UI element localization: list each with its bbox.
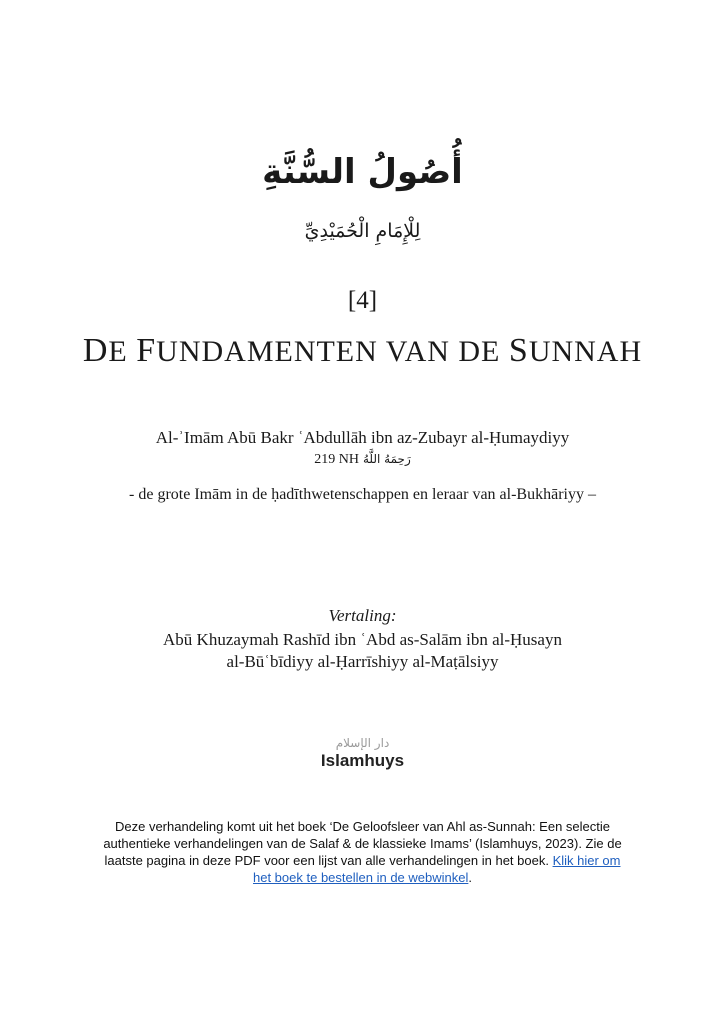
footer-text: Deze verhandeling komt uit het boek ‘De Geloofsleer van Ahl as-Sunnah: Een selectie authentieke verhandelingen van de Salaf & de klassieke Imams’ (Islamhuys, 2023). Zie de laatste pagina in deze PDF voor een lijst van alle verhandelingen in het boek. [103,819,622,868]
title-rest-undamenten: UNDAMENTEN [156,335,378,368]
publisher-logo-arabic: دار الإسلام [335,736,390,750]
author-year-line [0,452,725,468]
volume-number: [4] [347,287,378,314]
title-rest-unnah: UNNAH [528,335,643,368]
translator-line-2: al-Būʿbīdiyy al-Ḥarrīshiyy al-Maṭālsiyy [226,652,499,671]
honorific-arabic: رَحِمَهُ اللَّهُ [362,452,411,466]
arabic-subtitle: لِلْإِمَامِ الْحُمَيْدِيِّ [304,220,421,242]
author-epithet: - de grote Imām in de ḥadīthwetenschappen en leraar van al-Bukhāriyy – [129,486,596,503]
title-middle: VAN DE [385,335,501,368]
author-name: Al-ʾImām Abū Bakr ʿAbdullāh ibn az-Zubayr al-Ḥumaydiyy [155,428,570,447]
shop-link[interactable]: Klik hier om het boek te bestellen in de webwinkel [253,853,621,885]
title-initial-s: S [508,332,529,369]
translation-label: Vertaling: [328,606,397,625]
title-rest-e: E [108,335,128,368]
arabic-title: أُصُولُ السُّنَّةِ [262,152,463,192]
title-initial-f: F [136,332,157,369]
footer-trailing: . [468,870,472,885]
title-initial-d: D [82,332,109,369]
publisher-name: Islamhuys [320,751,405,770]
author-year: 219 NH [314,452,359,467]
translator-line-1: Abū Khuzaymah Rashīd ibn ʿAbd as-Salām ibn al-Ḥusayn [163,630,562,649]
publisher-logo [0,736,725,771]
main-title [0,332,725,370]
footer-note [100,818,625,886]
